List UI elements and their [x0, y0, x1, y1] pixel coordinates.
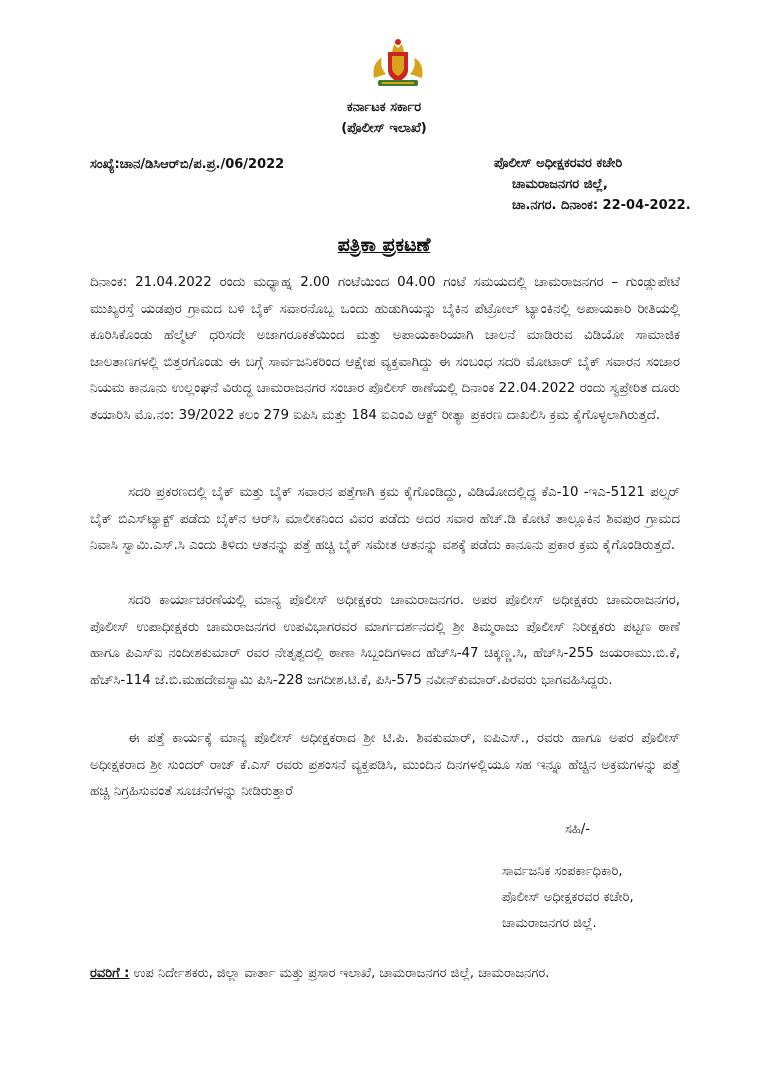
paragraph-1: ದಿನಾಂಕ: 21.04.2022 ರಂದು ಮಧ್ಯಾಹ್ನ 2.00 ಗಂಟೆಯಿಂದ 04.00 ಗಂಟೆ ಸಮಯದಲ್ಲಿ ಚಾಮರಾಜನಗರ – ಗುಂಡ್ಲುಪೇಟೆ ಮುಖ್ಯರಸ್ತೆ ಯಡಪುರ ಗ್ರಾಮದ ಬಳಿ ಬೈಕ್ ಸವಾರನೊಬ್ಬ ಒಂದು ಹುಡುಗಿಯನ್ನು ಬೈಕಿನ ಪೆಟ್ರೋಲ್ ಟ್ಯಾಂಕಿನಲ್ಲಿ ಅಪಾಯಕಾರಿ ರೀತಿಯಲ್ಲಿ ಕೂರಿಸಿಕೊಂಡು ಹೆಲ್ಮೆಟ್ ಧರಿಸದೇ ಅಜಾಗರೂಕತೆಯಿಂದ ಮತ್ತು ಅಪಾಯಕಾರಿಯಾಗಿ ಚಾಲನೆ ಮಾಡಿರುವ ವಿಡಿಯೋ ಸಾಮಾಜಿಕ ಜಾಲತಾಣಗಳಲ್ಲಿ ಬಿತ್ತರಗೊಂಡು ಈ ಬಗ್ಗೆ ಸಾರ್ವಜನಿಕರಿಂದ ಆಕ್ಷೇಪ ವ್ಯಕ್ತವಾಗಿದ್ದು ಈ ಸಂಬಂಧ ಸದರಿ ಮೋಟಾರ್ ಬೈಕ್ ಸವಾರನ ಸಂಚಾರ ನಿಯಮ ಕಾನೂನು ಉಲ್ಲಂಘನೆ ವಿರುದ್ಧ ಚಾಮರಾಜನಗರ ಸಂಚಾರ ಪೊಲೀಸ್ ಠಾಣೆಯಲ್ಲಿ ದಿನಾಂಕ 22.04.2022 ರಂದು ಸ್ವಪ್ರೇರಿತ ದೂರು ತಯಾರಿಸಿ ಮೊ.ನಂ: 39/2022 ಕಲಂ 279 ಐಪಿಸಿ ಮತ್ತು 184 ಐಎಂವಿ ಆಕ್ಟ್ ರೀತ್ಯಾ ಪ್ರಕರಣ ದಾಖಲಿಸಿ ಕ್ರಮ ಕೈಗೊಳ್ಳಲಾಗಿರುತ್ತದೆ. [90, 275, 680, 423]
signatory-line-2: ಪೊಲೀಸ್ ಅಧೀಕ್ಷಕರವರ ಕಚೇರಿ, [502, 890, 634, 905]
copy-to-text: ಉಪ ನಿರ್ದೇಶಕರು, ಜಿಲ್ಲಾ ವಾರ್ತಾ ಮತ್ತು ಪ್ರಸಾರ ಇಲಾಖೆ, ಚಾಮರಾಜನಗರ ಜಿಲ್ಲೆ, ಚಾಮರಾಜನಗರ. [129, 966, 550, 981]
office-address [494, 153, 694, 216]
signatory-line-1: ಸಾರ್ವಜನಿಕ ಸಂಪರ್ಕಾಧಿಕಾರಿ, [502, 864, 623, 879]
org-department: (ಪೊಲೀಸ್ ಇಲಾಖೆ) [341, 121, 427, 136]
org-name: ಕರ್ನಾಟಕ ಸರ್ಕಾರ [346, 100, 422, 115]
karnataka-emblem-icon [370, 38, 426, 88]
office-line-1: ಪೊಲೀಸ್ ಅಧೀಕ್ಷಕರವರ ಕಚೇರಿ [494, 156, 623, 171]
copy-to [90, 966, 730, 981]
signoff: ಸಹಿ/- [565, 822, 590, 837]
date-line: ಚಾ.ನಗರ. ದಿನಾಂಕ: 22-04-2022. [512, 198, 691, 213]
paragraph-4: ಈ ಪತ್ತೆ ಕಾರ್ಯಕ್ಕೆ ಮಾನ್ಯ ಪೊಲೀಸ್ ಅಧೀಕ್ಷಕರಾದ ಶ್ರೀ ಟಿ.ಪಿ. ಶಿವಕುಮಾರ್, ಐಪಿಎಸ್., ರವರು ಹಾಗೂ ಅಪರ ಪೊಲೀಸ್ ಅಧೀಕ್ಷಕರಾದ ಶ್ರೀ ಸುಂದರ್ ರಾಜ್ ಕೆ.ಎಸ್ ರವರು ಪ್ರಶಂಸನೆ ವ್ಯಕ್ತಪಡಿಸಿ, ಮುಂದಿನ ದಿನಗಳಲ್ಲಿಯೂ ಸಹ ಇನ್ನೂ ಹೆಚ್ಚಿನ ಅಕ್ರಮಗಳನ್ನು ಪತ್ತೆ ಹಚ್ಚಿ ನಿಗ್ರಹಿಸುವಂತೆ ಸೂಚನೆಗಳನ್ನು ನೀಡಿರುತ್ತಾರೆ [90, 731, 680, 799]
document-title: ಪತ್ರಿಕಾ ಪ್ರಕಟಣೆ [337, 234, 431, 256]
signatory-block [480, 859, 680, 937]
copy-to-label: ರವರಿಗೆ : [90, 966, 130, 981]
signatory-line-3: ಚಾಮರಾಜನಗರ ಜಿಲ್ಲೆ. [502, 916, 597, 931]
reference-number: ಸಂಖ್ಯೆ:ಚಾನ/ಡಿಸಿಆರ್‌ಬಿ/ಪ.ಪ್ರ./06/2022 [90, 157, 285, 172]
paragraph-2: ಸದರಿ ಪ್ರಕರಣದಲ್ಲಿ ಬೈಕ್ ಮತ್ತು ಬೈಕ್ ಸವಾರನ ಪತ್ತೆಗಾಗಿ ಕ್ರಮ ಕೈಗೊಂಡಿದ್ದು, ವಿಡಿಯೋದಲ್ಲಿದ್ದ ಕೆಎ-10 -ಇಎ-5121 ಪಲ್ಸರ್ ಬೈಕ್ ಬಿಎಸ್‌ಟ್ಯಾಕ್ಟ್ ಪಡೆದು ಬೈಕ್‌ನ ಆರ್‌ಸಿ ಮಾಲೀಕನಿಂದ ವಿವರ ಪಡೆದು ಅದರ ಸವಾರ ಹೆಚ್.ಡಿ ಕೋಟೆ ತಾಲ್ಲೂಕಿನ ಶಿವಪುರ ಗ್ರಾಮದ ನಿವಾಸಿ ಸ್ವಾಮಿ.ಎಸ್.ಸಿ ಎಂದು ತಿಳಿದು ಆತನನ್ನು ಪತ್ತೆ ಹಚ್ಚಿ ಬೈಕ್ ಸಮೇತ ಆತನನ್ನು ವಶಕ್ಕೆ ಪಡೆದು ಕಾನೂನು ಪ್ರಕಾರ ಕ್ರಮ ಕೈಗೊಂಡಿರುತ್ತದೆ. [90, 485, 680, 553]
office-line-2: ಚಾಮರಾಜನಗರ ಜಿಲ್ಲೆ, [512, 177, 608, 192]
paragraph-3: ಸದರಿ ಕಾರ್ಯಾಚರಣೆಯಲ್ಲಿ ಮಾನ್ಯ ಪೊಲೀಸ್ ಅಧೀಕ್ಷಕರು ಚಾಮರಾಜನಗರ. ಅಪರ ಪೊಲೀಸ್ ಅಧೀಕ್ಷಕರು ಚಾಮರಾಜನಗರ, ಪೊಲೀಸ್ ಉಪಾಧೀಕ್ಷಕರು ಚಾಮರಾಜನಗರ ಉಪವಿಭಾಗರವರ ಮಾರ್ಗದರ್ಶನದಲ್ಲಿ ಶ್ರೀ ತಿಮ್ಮರಾಜು ಪೊಲೀಸ್ ನಿರೀಕ್ಷಕರು ಪಟ್ಟಣ ಠಾಣೆ ಹಾಗೂ ಪಿಎಸ್‌ಐ ನಂದೀಶಕುಮಾರ್ ರವರ ನೇತೃತ್ವದಲ್ಲಿ ಠಾಣಾ ಸಿಬ್ಬಂದಿಗಳಾದ ಹೆಚ್‌ಸಿ-47 ಚಿಕ್ಕಣ್ಣ.ಸಿ, ಹೆಚ್‌ಸಿ-255 ಜಯರಾಮು.ಬಿ.ಕೆ, ಹೆಚ್‌ಸಿ-114 ಜೆ.ಬಿ.ಮಹದೇವಸ್ವಾಮಿ ಪಿಸಿ-228 ಜಗದೀಶ.ಟಿ.ಕೆ, ಪಿಸಿ-575 ನವೀನ್‌ಕುಮಾರ್.ಪಿರವರು ಭಾಗವಹಿಸಿದ್ದರು. [90, 593, 680, 688]
